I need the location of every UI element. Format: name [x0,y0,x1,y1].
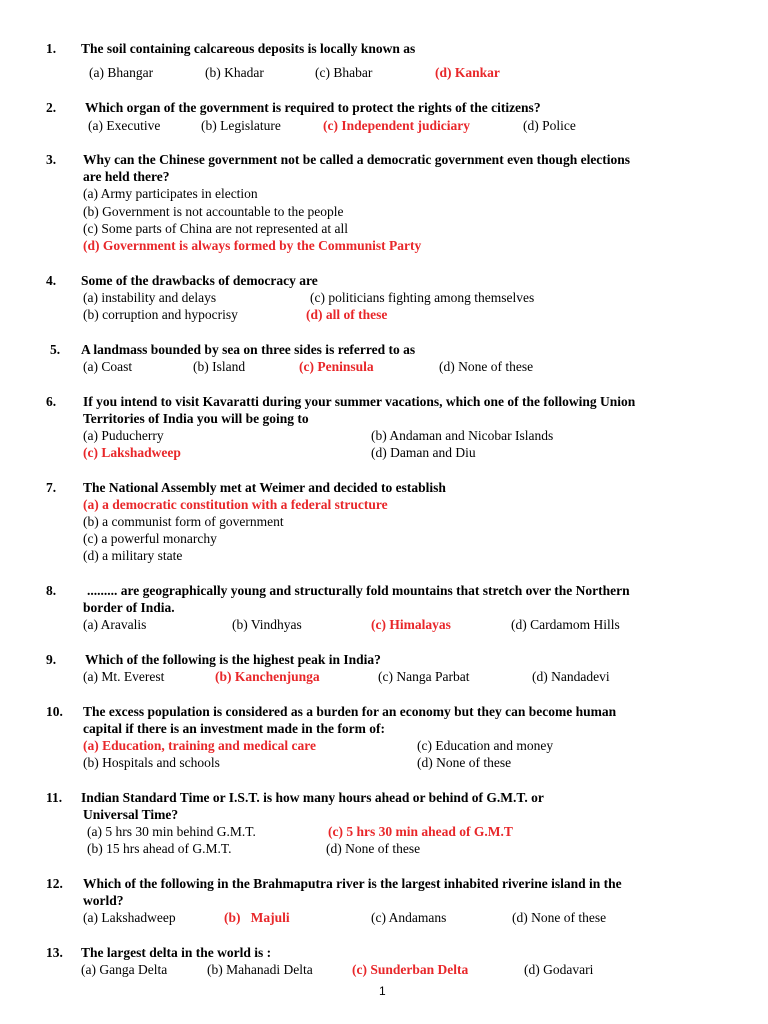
correct-answer: (c) Peninsula [299,359,374,374]
question-number: 4. [46,273,57,288]
question-number: 10. [46,704,63,719]
option: (a) instability and delays [83,290,217,305]
correct-answer: (c) Himalayas [371,617,451,632]
option: (d) None of these [512,910,607,925]
option: (d) a military state [83,548,183,563]
correct-answer: (b) Kanchenjunga [215,669,320,684]
correct-answer: (d) Kankar [435,65,500,80]
option: (c) Education and money [417,738,554,753]
question-stem: The National Assembly met at Weimer and decided to establish [83,480,446,495]
option: (d) Godavari [524,962,594,977]
correct-answer: (a) Education, training and medical care [83,738,317,753]
option: (b) Island [193,359,246,374]
question-stem: Territories of India you will be going to [83,411,309,426]
question-stem: The soil containing calcareous deposits is locally known as [81,41,416,56]
question-stem: A landmass bounded by sea on three sides is referred to as [81,342,416,357]
correct-answer: (a) a democratic constitution with a federal structure [83,497,388,512]
correct-answer: (c) 5 hrs 30 min ahead of G.M.T [328,824,513,839]
option: (d) Daman and Diu [371,445,476,460]
correct-answer: (b) Majuli [224,910,290,925]
option: (a) Puducherry [83,428,164,443]
question-number: 9. [46,652,57,667]
option: (b) Hospitals and schools [83,755,220,770]
option: (b) corruption and hypocrisy [83,307,238,322]
correct-answer: (c) Independent judiciary [323,118,471,133]
correct-answer: (c) Sunderban Delta [352,962,469,977]
option: (d) None of these [439,359,534,374]
option: (c) Bhabar [315,65,373,80]
option: (a) Aravalis [83,617,147,632]
option: (b) Legislature [201,118,281,133]
option: (b) Mahanadi Delta [207,962,313,977]
option: (c) Nanga Parbat [378,669,470,684]
option: (b) Andaman and Nicobar Islands [371,428,554,443]
option: (a) Coast [83,359,133,374]
question-stem: Some of the drawbacks of democracy are [81,273,318,288]
question-number: 3. [46,152,57,167]
question-stem: border of India. [83,600,175,615]
option: (c) politicians fighting among themselves [310,290,535,305]
option: (c) a powerful monarchy [83,531,217,546]
question-number: 8. [46,583,57,598]
page-number: 1 [379,984,386,998]
question-stem: Universal Time? [83,807,179,822]
option: (d) Nandadevi [532,669,610,684]
question-stem: Why can the Chinese government not be called a democratic government even though elections [83,152,631,167]
option: (b) Vindhyas [232,617,302,632]
option: (b) Government is not accountable to the people [83,204,344,219]
correct-answer: (c) Lakshadweep [83,445,181,460]
question-stem: Indian Standard Time or I.S.T. is how many hours ahead or behind of G.M.T. or [81,790,544,805]
question-number: 12. [46,876,63,891]
option: (b) 15 hrs ahead of G.M.T. [87,841,232,856]
question-number: 1. [46,41,57,56]
option: (d) Cardamom Hills [511,617,620,632]
option: (a) Army participates in election [83,186,258,201]
question-number: 7. [46,480,57,495]
option: (a) Bhangar [89,65,154,80]
question-stem: The largest delta in the world is : [81,945,272,960]
option: (b) a communist form of government [83,514,284,529]
option: (a) Mt. Everest [83,669,165,684]
option: (d) None of these [417,755,512,770]
question-stem: world? [83,893,124,908]
correct-answer: (d) all of these [306,307,388,322]
option: (d) None of these [326,841,421,856]
option: (c) Andamans [371,910,447,925]
question-stem: ......... are geographically young and structurally fold mountains that stretch over the Northern [87,583,630,598]
option: (a) 5 hrs 30 min behind G.M.T. [87,824,256,839]
option: (a) Lakshadweep [83,910,176,925]
question-number: 13. [46,945,63,960]
option: (d) Police [523,118,576,133]
question-number: 2. [46,100,57,115]
correct-answer: (d) Government is always formed by the Communist Party [83,238,422,253]
question-stem: are held there? [83,169,170,184]
question-stem: Which of the following is the highest peak in India? [85,652,381,667]
question-number: 11. [46,790,63,805]
option: (c) Some parts of China are not represented at all [83,221,349,236]
option: (a) Executive [88,118,161,133]
question-stem: If you intend to visit Kavaratti during your summer vacations, which one of the following Union [83,394,636,409]
question-stem: Which of the following in the Brahmaputra river is the largest inhabited riverine island in the [83,876,622,891]
question-number: 6. [46,394,57,409]
question-number: 5. [50,342,61,357]
question-stem: Which organ of the government is required to protect the rights of the citizens? [85,100,541,115]
option: (b) Khadar [205,65,264,80]
question-stem: The excess population is considered as a burden for an economy but they can become human [83,704,617,719]
question-stem: capital if there is an investment made in the form of: [83,721,385,736]
option: (a) Ganga Delta [81,962,168,977]
